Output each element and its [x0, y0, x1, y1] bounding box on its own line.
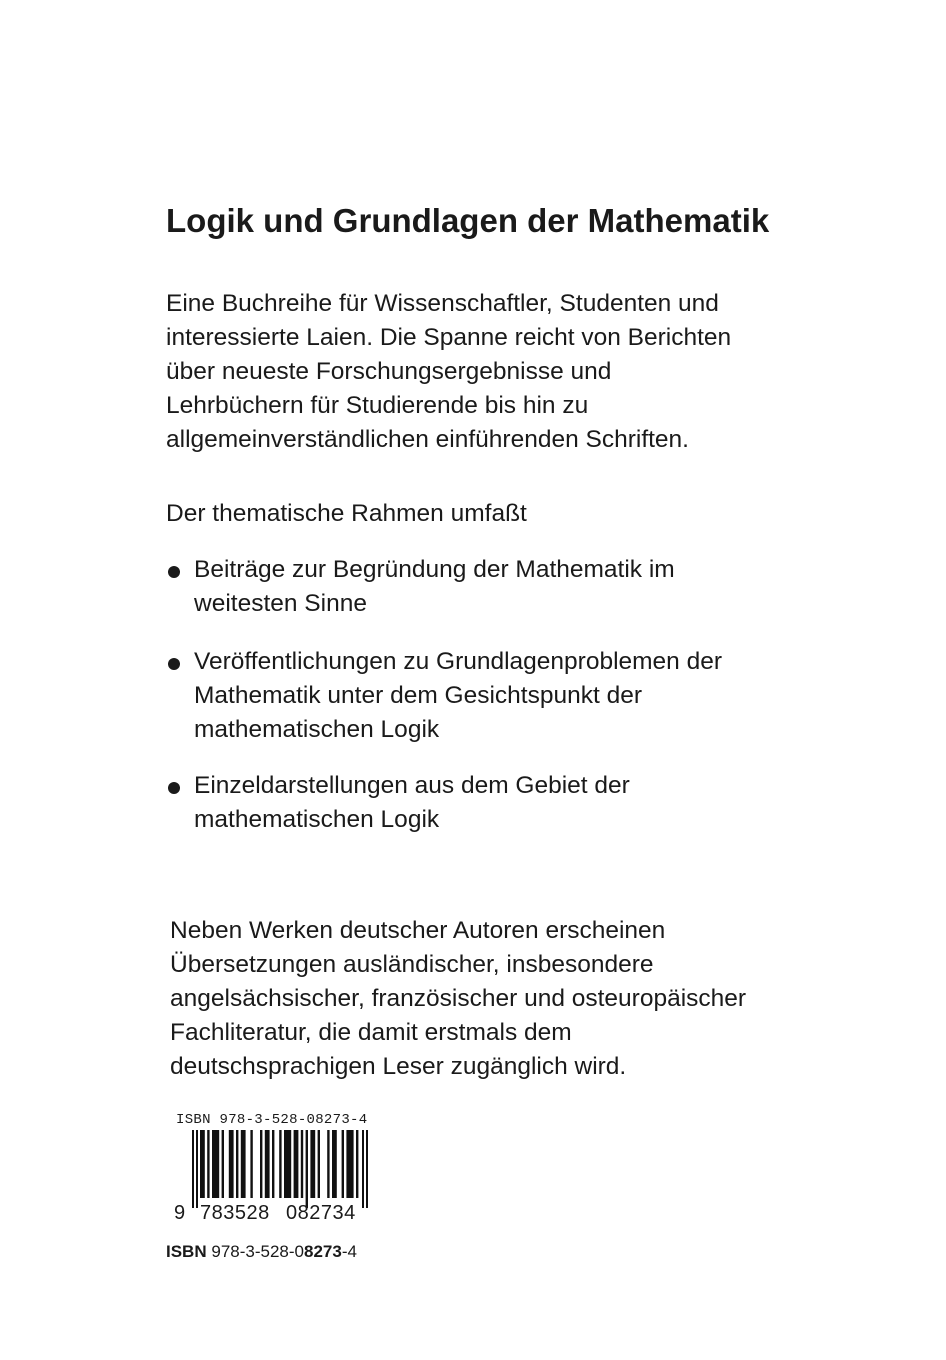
barcode-bar [366, 1130, 368, 1208]
barcode-bar [207, 1130, 209, 1198]
outro-line: Neben Werken deutscher Autoren erscheinen [170, 917, 666, 944]
topic-line: weitesten Sinne [194, 590, 367, 617]
isbn-highlight: 8273 [303, 1242, 342, 1261]
barcode-first-digit: 9 [174, 1202, 186, 1224]
barcode-bar [342, 1130, 344, 1198]
intro-line: Lehrbüchern für Studierende bis hin zu [166, 392, 589, 419]
barcode-right-digits: 082734 [286, 1202, 356, 1224]
isbn-label: ISBN [166, 1242, 207, 1261]
barcode-bar [356, 1130, 358, 1198]
barcode-bar [327, 1130, 329, 1198]
bullet-icon [168, 658, 180, 670]
barcode-bar [260, 1130, 262, 1198]
topic-line: Mathematik unter dem Gesichtspunkt der [194, 682, 643, 709]
isbn-prefix: 978-3-528-0 [211, 1242, 304, 1261]
barcode-bar [332, 1130, 337, 1198]
topic-line: Einzeldarstellungen aus dem Gebiet der [194, 772, 630, 799]
barcode-bar [301, 1130, 303, 1198]
outro-paragraph [170, 914, 870, 1084]
intro-line: allgemeinverständlichen einführenden Schriften. [166, 426, 689, 453]
bullet-icon [168, 782, 180, 794]
barcode-left-digits: 783528 [200, 1202, 270, 1224]
barcode-bar [265, 1130, 270, 1198]
barcode-bar [192, 1130, 194, 1208]
barcode-bar [229, 1130, 234, 1198]
topic-text [194, 553, 884, 621]
intro-paragraph [166, 287, 866, 457]
barcode-bar [222, 1130, 224, 1198]
barcode-bar [310, 1130, 315, 1198]
barcode-bar [346, 1130, 353, 1198]
barcode-bars [172, 1130, 372, 1208]
barcode-bar [196, 1130, 198, 1208]
outro-line: angelsächsischer, französischer und osteuropäischer [170, 985, 747, 1012]
barcode-bar [318, 1130, 320, 1198]
barcode-bar [250, 1130, 252, 1198]
barcode-bar [200, 1130, 205, 1198]
topic-line: mathematischen Logik [194, 716, 440, 743]
intro-line: Eine Buchreihe für Wissenschaftler, Studenten und [166, 290, 719, 317]
outro-line: Fachliteratur, die damit erstmals dem [170, 1019, 572, 1046]
barcode-bar [306, 1130, 308, 1208]
isbn-suffix: -4 [341, 1242, 357, 1261]
barcode-bar [241, 1130, 246, 1198]
topic-line: Veröffentlichungen zu Grundlagenproblemen der [194, 648, 723, 675]
topic-text [194, 645, 884, 747]
bullet-icon [168, 566, 180, 578]
barcode-bar [279, 1130, 281, 1198]
barcode-bar [294, 1130, 299, 1198]
topic-line: Beiträge zur Begründung der Mathematik im [194, 556, 675, 583]
barcode-bar [236, 1130, 238, 1198]
topic-line: mathematischen Logik [194, 806, 440, 833]
barcode-bar [284, 1130, 291, 1198]
barcode-bar [362, 1130, 364, 1208]
topic-text [194, 769, 884, 837]
isbn-line [166, 1242, 357, 1262]
scope-heading: Der thematische Rahmen umfaßt [166, 500, 527, 527]
intro-line: interessierte Laien. Die Spanne reicht von Berichten [166, 324, 732, 351]
barcode-isbn-label: ISBN 978-3-528-08273-4 [176, 1112, 368, 1128]
outro-line: deutschsprachigen Leser zugänglich wird. [170, 1053, 627, 1080]
intro-line: über neueste Forschungsergebnisse und [166, 358, 612, 385]
barcode-bar [212, 1130, 219, 1198]
barcode-bar [272, 1130, 274, 1198]
page-title: Logik und Grundlagen der Mathematik [166, 202, 770, 239]
barcode [172, 1112, 392, 1232]
outro-line: Übersetzungen ausländischer, insbesondere [170, 951, 654, 978]
